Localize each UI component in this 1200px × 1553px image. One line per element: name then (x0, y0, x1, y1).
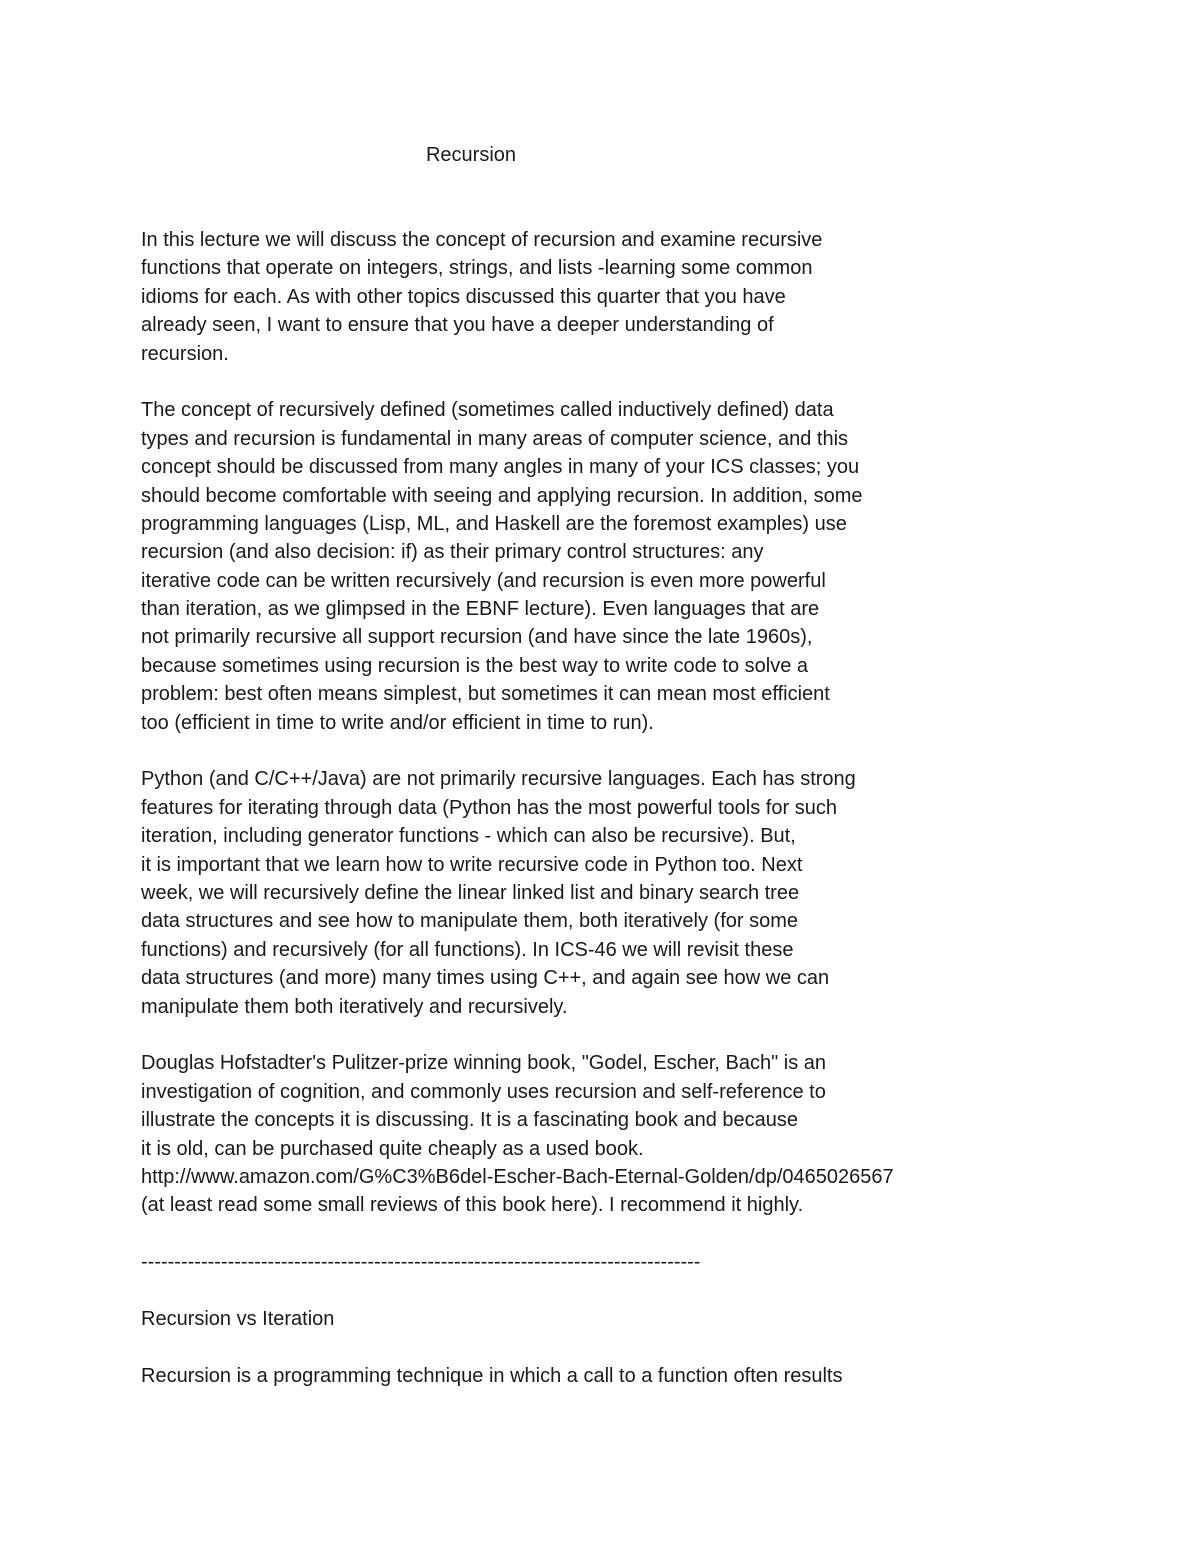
document-body (141, 226, 1181, 1418)
text-line: iterative code can be written recursively (and recursion is even more powerful (141, 569, 826, 592)
text-line: week, we will recursively define the linear linked list and binary search tree (141, 881, 800, 904)
text-line: recursion (and also decision: if) as their primary control structures: any (141, 541, 764, 564)
text-line: problem: best often means simplest, but sometimes it can mean most efficient (141, 683, 830, 706)
section-heading (141, 1305, 1181, 1333)
text-line: idioms for each. As with other topics discussed this quarter that you have (141, 285, 786, 308)
text-line: already seen, I want to ensure that you have a deeper understanding of (141, 314, 774, 337)
text-line: In this lecture we will discuss the concept of recursion and examine recursive (141, 229, 823, 251)
text-line: concept should be discussed from many angles in many of your ICS classes; you (141, 456, 860, 479)
text-line: Python (and C/C++/Java) are not primarily recursive languages. Each has strong (141, 768, 856, 791)
text-line: should become comfortable with seeing and applying recursion. In addition, some (141, 484, 863, 507)
page-title: Recursion (425, 144, 517, 166)
text-line: features for iterating through data (Python has the most powerful tools for such (141, 796, 837, 819)
dashed-divider: ------------------------------------------------------------------------------------ (141, 1251, 701, 1274)
text-line: types and recursion is fundamental in many areas of computer science, and this (141, 427, 849, 450)
text-line: recursion. (141, 342, 229, 365)
text-line: too (efficient in time to write and/or efficient in time to run). (141, 711, 654, 734)
text-line: manipulate them both iteratively and recursively. (141, 995, 568, 1018)
text-line: Recursion is a programming technique in which a call to a function often results (141, 1364, 843, 1387)
text-line: investigation of cognition, and commonly uses recursion and self-reference to (141, 1080, 826, 1103)
text-line: The concept of recursively defined (sometimes called inductively defined) data (141, 399, 834, 422)
section-title: Recursion vs Iteration (141, 1307, 335, 1330)
text-line: than iteration, as we glimpsed in the EBNF lecture). Even languages that are (141, 598, 820, 621)
text-line: functions that operate on integers, strings, and lists -learning some common (141, 257, 813, 280)
text-line: data structures and see how to manipulate them, both iteratively (for some (141, 910, 799, 933)
text-line: it is important that we learn how to write recursive code in Python too. Next (141, 853, 803, 876)
text-line: functions) and recursively (for all functions). In ICS-46 we will revisit these (141, 938, 794, 961)
text-line: programming languages (Lisp, ML, and Haskell are the foremost examples) use (141, 512, 847, 535)
book-url: http://www.amazon.com/G%C3%B6del-Escher-Bach-Eternal-Golden/dp/0465026567 (141, 1165, 894, 1188)
paragraph-concept (141, 396, 1181, 737)
paragraph-python (141, 765, 1181, 1021)
text-line: illustrate the concepts it is discussing. It is a fascinating book and because (141, 1109, 799, 1132)
text-line: data structures (and more) many times using C++, and again see how we can (141, 967, 830, 990)
paragraph-intro (141, 226, 1181, 368)
text-line: (at least read some small reviews of this book here). I recommend it highly. (141, 1194, 804, 1217)
text-line: Douglas Hofstadter's Pulitzer-prize winning book, "Godel, Escher, Bach" is an (141, 1052, 827, 1075)
paragraph-recursion-definition (141, 1362, 1181, 1390)
text-line: not primarily recursive all support recursion (and have since the late 1960s), (141, 626, 813, 649)
text-line: iteration, including generator functions - which can also be recursive). But, (141, 825, 796, 848)
paragraph-hofstadter (141, 1049, 1181, 1219)
text-line: because sometimes using recursion is the best way to write code to solve a (141, 654, 808, 677)
separator (141, 1248, 1181, 1276)
text-line: it is old, can be purchased quite cheaply as a used book. (141, 1137, 644, 1160)
